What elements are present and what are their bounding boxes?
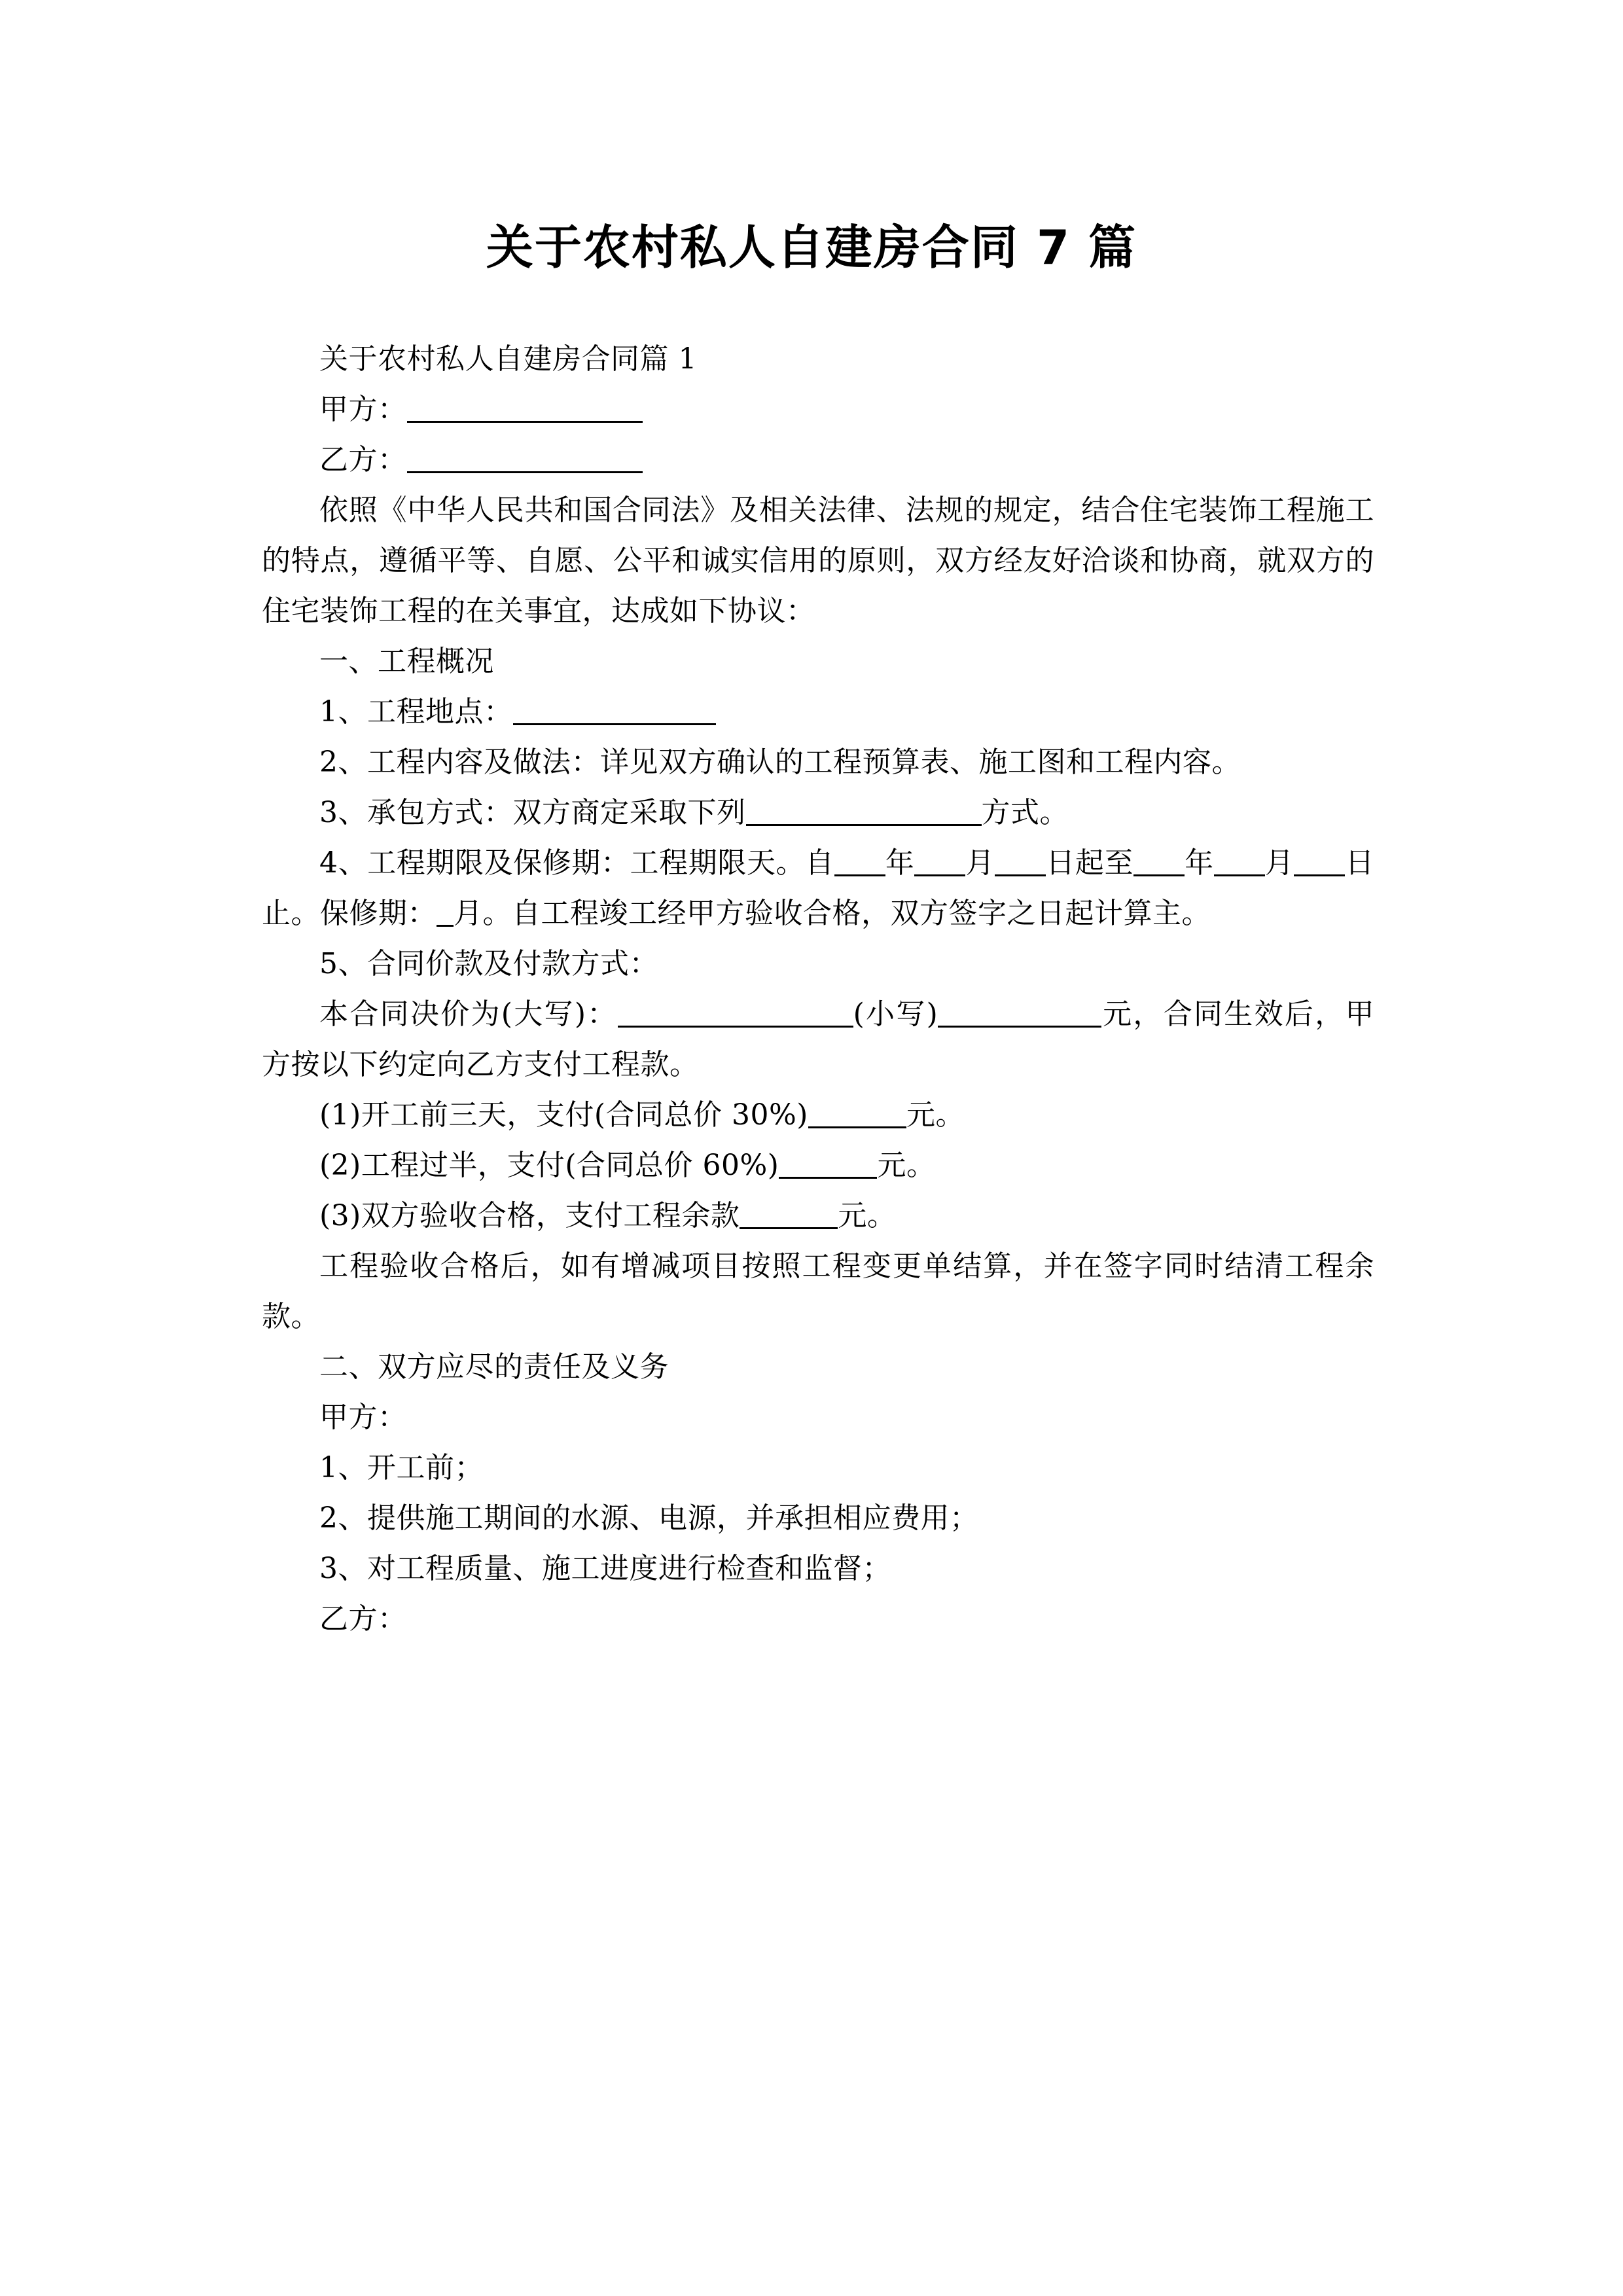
- item-1-3-prefix: 3、承包方式：双方商定采取下列: [319, 796, 746, 829]
- contract-price-line: [262, 989, 1374, 1090]
- party-b-label: 乙方：: [319, 443, 407, 476]
- price-label-uppercase: 本合同决价为(大写)：: [319, 997, 618, 1031]
- item-1-4-d: 日起至: [1046, 846, 1134, 880]
- end-year-blank[interactable]: [1133, 850, 1185, 876]
- party-b-blank[interactable]: [407, 446, 643, 473]
- item-duration-warranty: [262, 838, 1374, 939]
- payment-2-blank[interactable]: [779, 1152, 877, 1179]
- party-a-duty-label: 甲方：: [319, 1401, 407, 1434]
- warranty-month-blank[interactable]: [437, 900, 454, 927]
- item-1-4-h: 月。自工程竣工经甲方验收合格，双方签字之日起计算主。: [454, 897, 1211, 930]
- party-a-blank[interactable]: [407, 396, 643, 423]
- item-1-1-label: 1、工程地点：: [319, 695, 513, 728]
- item-1-4-f: 月: [1264, 846, 1294, 880]
- document-body: [262, 334, 1374, 1644]
- party-a-label: 甲方：: [319, 393, 407, 426]
- price-lowercase-blank[interactable]: [938, 1001, 1101, 1028]
- price-label-lowercase: (小写): [853, 997, 938, 1031]
- preamble-paragraph: 依照《中华人民共和国合同法》及相关法律、法规的规定，结合住宅装饰工程施工的特点，遵循平等、自愿、公平和诚实信用的原则，双方经友好洽谈和协商，就双方的住宅装饰工程的在关事宜，达成如下协议：: [262, 493, 1374, 628]
- duty-a-item-1: 1、开工前；: [319, 1451, 484, 1484]
- project-location-blank[interactable]: [513, 698, 716, 725]
- section-2-title: 二、双方应尽的责任及义务: [319, 1350, 669, 1384]
- start-month-blank[interactable]: [914, 850, 965, 876]
- payment-2-label: (2)工程过半，支付(合同总价 60%): [319, 1149, 779, 1182]
- item-price-payment-title: 5、合同价款及付款方式：: [319, 947, 658, 980]
- payment-step-2: [262, 1140, 1374, 1191]
- start-year-blank[interactable]: [834, 850, 885, 876]
- duty-a-item-3: 3、对工程质量、施工进度进行检查和监督；: [319, 1552, 891, 1585]
- party-a-signature-line: [262, 384, 1374, 435]
- payment-3-blank[interactable]: [740, 1202, 838, 1229]
- contract-mode-blank[interactable]: [746, 799, 982, 826]
- item-1-4-a: 4、工程期限及保修期：工程期限天。自: [319, 846, 834, 880]
- payment-2-unit: 元。: [877, 1149, 936, 1182]
- settlement-paragraph: 工程验收合格后，如有增减项目按照工程变更单结算，并在签字同时结清工程余款。: [262, 1249, 1374, 1333]
- section-1-title: 一、工程概况: [319, 645, 494, 678]
- item-1-4-b: 年: [885, 846, 915, 880]
- item-contract-mode: [262, 787, 1374, 838]
- price-suffix: 元，合同生效后，甲方按以下约定向乙方支付工程款。: [262, 997, 1374, 1081]
- item-1-4-g: 日止。保修期：: [262, 846, 1375, 930]
- party-b-duty-label: 乙方：: [319, 1602, 407, 1636]
- duty-a-item-2: 2、提供施工期间的水源、电源，并承担相应费用；: [319, 1501, 979, 1535]
- heading-piece-1: 关于农村私人自建房合同篇 1: [319, 342, 697, 376]
- end-day-blank[interactable]: [1294, 850, 1345, 876]
- page-title: 关于农村私人自建房合同 7 篇: [486, 220, 1137, 276]
- item-1-3-suffix: 方式。: [981, 796, 1069, 829]
- party-b-signature-line: [262, 435, 1374, 485]
- payment-step-3: [262, 1191, 1374, 1241]
- payment-1-unit: 元。: [906, 1098, 965, 1132]
- payment-3-unit: 元。: [838, 1199, 897, 1232]
- payment-1-label: (1)开工前三天，支付(合同总价 30%): [319, 1098, 808, 1132]
- price-uppercase-blank[interactable]: [618, 1001, 853, 1028]
- item-1-4-e: 年: [1185, 846, 1214, 880]
- start-day-blank[interactable]: [995, 850, 1046, 876]
- end-month-blank[interactable]: [1214, 850, 1265, 876]
- payment-step-1: [262, 1090, 1374, 1140]
- item-project-content: 2、工程内容及做法：详见双方确认的工程预算表、施工图和工程内容。: [319, 745, 1241, 779]
- payment-3-label: (3)双方验收合格，支付工程余款: [319, 1199, 740, 1232]
- item-1-4-c: 月: [965, 846, 995, 880]
- item-project-location: [262, 687, 1374, 737]
- payment-1-blank[interactable]: [808, 1102, 906, 1128]
